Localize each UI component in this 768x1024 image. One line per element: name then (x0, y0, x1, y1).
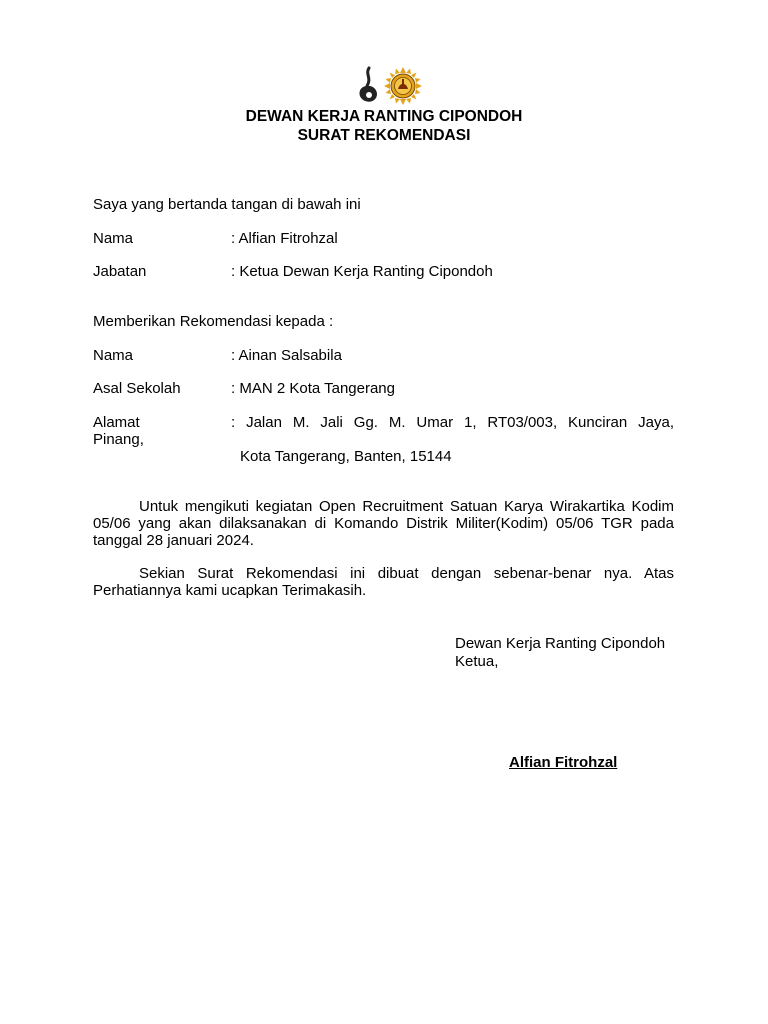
intro-text: Saya yang bertanda tangan di bawah ini (93, 196, 361, 213)
scout-emblem-icon (356, 64, 426, 108)
signature-name: Alfian Fitrohzal (509, 754, 618, 771)
body-paragraph-2: Sekian Surat Rekomendasi ini dibuat dengan sebenar-benar nya. Atas Perhatiannya kami ucapkan Terimakasih. (93, 565, 674, 599)
closing-org: Dewan Kerja Ranting Cipondoh (455, 635, 666, 652)
recommend-intro: Memberikan Rekomendasi kepada : (93, 313, 334, 330)
recipient-address-label: Alamat (93, 414, 140, 431)
body-paragraph-1: Untuk mengikuti kegiatan Open Recruitment Satuan Karya Wirakartika Kodim 05/06 yang akan dilaksanakan di Komando Distrik Militer(Kodim) 05/06 TGR pada tanggal 28 januari 2024. (93, 498, 674, 549)
recipient-school-value: : MAN 2 Kota Tangerang (231, 380, 395, 397)
header-logos (356, 64, 426, 108)
recipient-address-line2: Kota Tangerang, Banten, 15144 (240, 448, 452, 465)
recipient-address-label-cont: Pinang, (93, 431, 144, 448)
signer-position-label: Jabatan (93, 263, 147, 280)
signer-name-label: Nama (93, 230, 134, 247)
signer-name-value: : Alfian Fitrohzal (231, 230, 338, 247)
document-title: SURAT REKOMENDASI (297, 127, 471, 144)
signer-position-value: : Ketua Dewan Kerja Ranting Cipondoh (231, 263, 493, 280)
recipient-name-value: : Ainan Salsabila (231, 347, 342, 364)
org-title: DEWAN KERJA RANTING CIPONDOH (245, 108, 523, 125)
recipient-name-label: Nama (93, 347, 134, 364)
recipient-address-line1: : Jalan M. Jali Gg. M. Umar 1, RT03/003, Kunciran Jaya, (231, 414, 674, 431)
recipient-school-label: Asal Sekolah (93, 380, 181, 397)
closing-role: Ketua, (455, 653, 499, 670)
